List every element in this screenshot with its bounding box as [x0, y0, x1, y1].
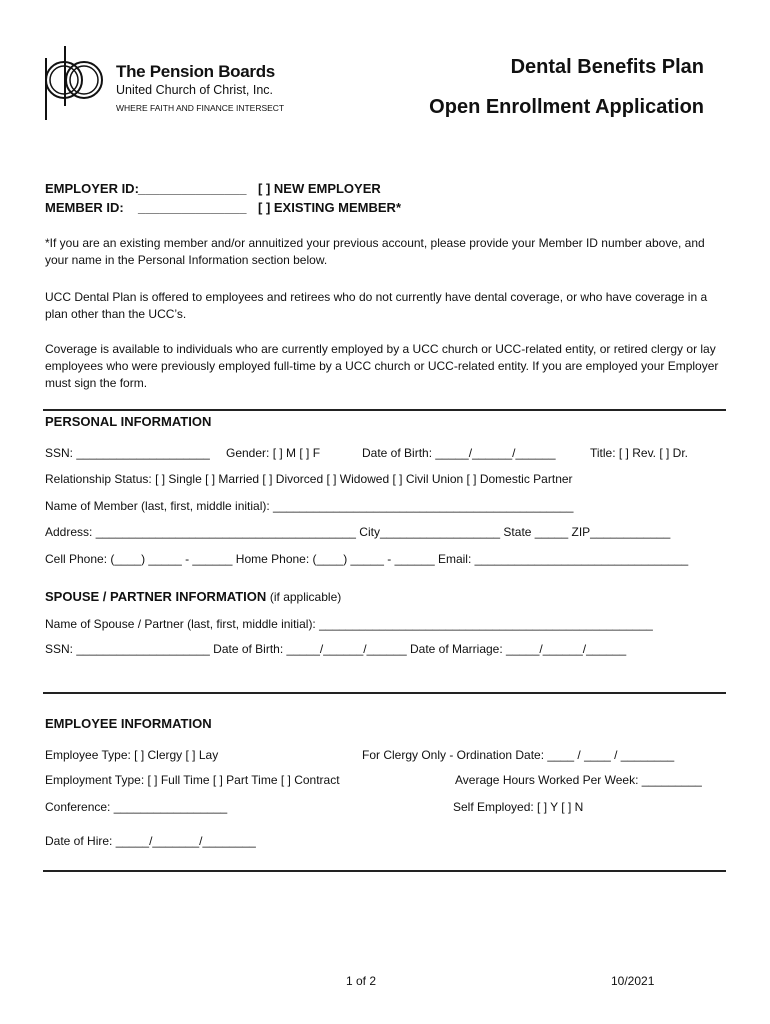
- section-divider: [43, 409, 726, 411]
- page-number: 1 of 2: [346, 974, 377, 988]
- member-id-label: MEMBER ID:: [45, 200, 124, 215]
- employment-type-checkboxes[interactable]: Employment Type: [ ] Full Time [ ] Part Time [ ] Contract: [45, 773, 340, 787]
- relationship-status-checkboxes[interactable]: Relationship Status: [ ] Single [ ] Married [ ] Divorced [ ] Widowed [ ] Civil Union [ ] Domestic Partner: [45, 472, 573, 486]
- ssn-field[interactable]: SSN: ____________________: [45, 446, 210, 460]
- self-employed-checkboxes[interactable]: Self Employed: [ ] Y [ ] N: [453, 800, 584, 814]
- employer-id-field[interactable]: _______________: [138, 181, 247, 196]
- spouse-dates-fields[interactable]: SSN: ____________________ Date of Birth: _____/______/______ Date of Marriage: _____/______/______: [45, 642, 627, 656]
- employer-id-label: EMPLOYER ID:: [45, 181, 139, 196]
- form-subtitle: Open Enrollment Application: [429, 96, 704, 118]
- conference-field[interactable]: Conference: _________________: [45, 800, 228, 814]
- existing-member-note: *If you are an existing member and/or annuitized your previous account, please provide your Member ID number above, and your name in the Personal Information section below.: [45, 236, 705, 267]
- member-name-field[interactable]: Name of Member (last, first, middle initial): _____________________________________________: [45, 499, 574, 513]
- pension-boards-logo: [40, 44, 112, 122]
- member-id-field[interactable]: _______________: [138, 200, 247, 215]
- address-field[interactable]: Address: _______________________________________ City__________________ State _____ ZIP____________: [45, 525, 671, 539]
- form-revision-date: 10/2021: [611, 974, 655, 988]
- plan-offered-text: UCC Dental Plan is offered to employees and retirees who do not currently have dental coverage, or who have coverage in a plan other than the UCC’s.: [45, 290, 708, 321]
- phone-email-fields[interactable]: Cell Phone: (____) _____ - ______ Home Phone: (____) _____ - ______ Email: ________________________________: [45, 552, 689, 566]
- spouse-heading-note: (if applicable): [269, 590, 342, 604]
- coverage-text: Coverage is available to individuals who are currently employed by a UCC church or UCC-related entity, or retired clergy or lay employees who were previously employed full-time by a UCC church or UCC-related entity. If you are employed your Employer must sign the form.: [45, 342, 719, 390]
- employee-info-heading: EMPLOYEE INFORMATION: [45, 716, 212, 731]
- ordination-date-field[interactable]: For Clergy Only - Ordination Date: ____ / ____ / ________: [362, 748, 675, 762]
- employee-type-checkboxes[interactable]: Employee Type: [ ] Clergy [ ] Lay: [45, 748, 219, 762]
- date-of-hire-field[interactable]: Date of Hire: _____/_______/________: [45, 834, 256, 848]
- spouse-name-field[interactable]: Name of Spouse / Partner (last, first, middle initial): __________________________________________________: [45, 617, 653, 631]
- section-divider: [43, 870, 726, 872]
- section-divider: [43, 692, 726, 694]
- spouse-info-heading: [45, 589, 341, 604]
- date-of-birth-field[interactable]: Date of Birth: _____/______/______: [362, 446, 556, 460]
- form-title: Dental Benefits Plan: [510, 56, 704, 78]
- org-subname: United Church of Christ, Inc.: [116, 83, 274, 97]
- gender-checkboxes[interactable]: Gender: [ ] M [ ] F: [226, 446, 321, 460]
- org-name: The Pension Boards: [116, 62, 275, 81]
- hours-per-week-field[interactable]: Average Hours Worked Per Week: _________: [455, 773, 702, 787]
- org-tagline: WHERE FAITH AND FINANCE INTERSECT: [116, 103, 285, 113]
- spouse-heading-text: SPOUSE / PARTNER INFORMATION: [45, 589, 267, 604]
- title-checkboxes[interactable]: Title: [ ] Rev. [ ] Dr.: [590, 446, 689, 460]
- existing-member-checkbox[interactable]: [ ] EXISTING MEMBER*: [258, 200, 402, 215]
- new-employer-checkbox[interactable]: [ ] NEW EMPLOYER: [258, 181, 381, 196]
- personal-info-heading: PERSONAL INFORMATION: [45, 414, 212, 429]
